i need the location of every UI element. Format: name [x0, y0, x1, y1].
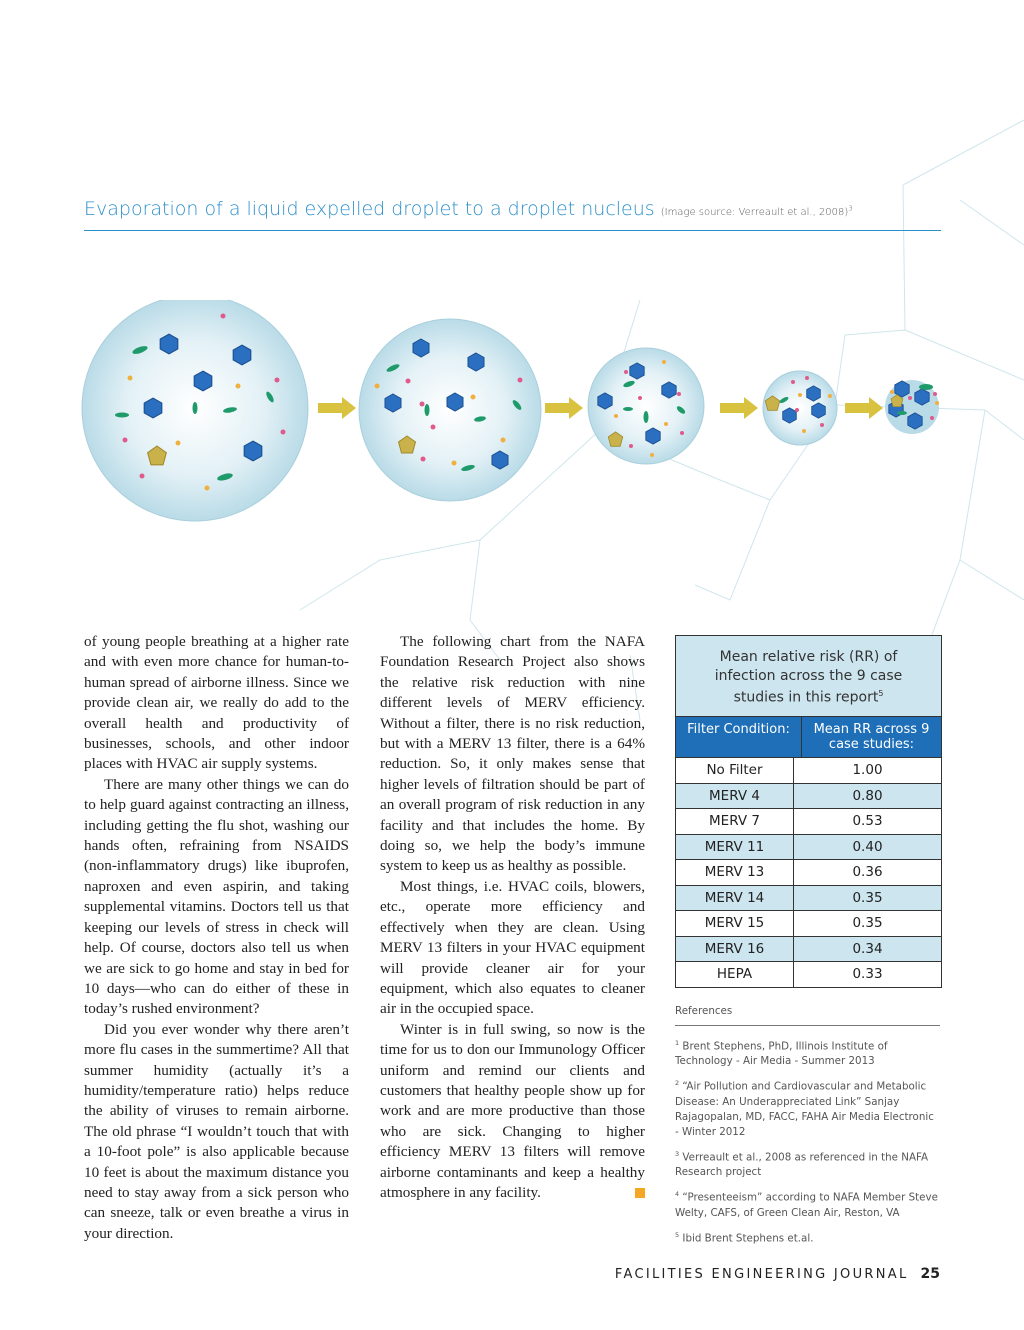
figure-caption-title: Evaporation of a liquid expelled droplet to a droplet nucleus	[84, 198, 655, 220]
table-row	[676, 835, 941, 861]
table-row	[676, 809, 941, 835]
table-row	[676, 937, 941, 963]
figure-source-text: (Image source: Verreault et al., 2008)	[660, 207, 849, 218]
paragraph: Did you ever wonder why there aren’t more flu cases in the summertime? All that summer humidity (actually it’s a humidity/temperature ratio) helps reduce the ability of viruses to remain airborne. The old phrase “I wouldn’t touch that with a 10-foot pole” is also applicable because 10 feet is about the maximum distance you need to stay away from a sick person who can sneeze, talk or even breathe a virus in your direction.	[84, 1020, 349, 1242]
reference-item	[675, 1036, 940, 1069]
filter-cell: HEPA	[676, 962, 794, 987]
rr-cell: 0.53	[852, 813, 883, 830]
references-heading: References	[675, 1004, 940, 1026]
rr-cell: 0.80	[852, 787, 883, 804]
page-footer	[615, 1266, 940, 1282]
paragraph-with-end-mark	[380, 1020, 645, 1204]
rr-cell: 1.00	[852, 762, 883, 779]
filter-cell: No Filter	[676, 758, 794, 783]
filter-cell: MERV 15	[676, 911, 794, 936]
figure-caption	[84, 198, 940, 220]
caption-divider	[84, 230, 941, 231]
filter-cell: MERV 13	[676, 860, 794, 885]
droplet-stage-2	[359, 319, 541, 501]
rr-cell: 0.33	[852, 966, 883, 983]
paragraph: There are many other things we can do to help guard against contracting an illness, including getting the flu shot, washing our hands often, refraining from NSAIDS (non-inflammatory drugs) like ibuprofen, naproxen and even aspirin, and taking supplemental vitamins. Doctors tell us that keeping our levels of stress in check will help. Of course, doctors also tell us when we are sick to go home and stay in bed for 10 days—who can do either of these in today’s rushed environment?	[84, 775, 349, 1018]
filter-cell: MERV 7	[676, 809, 794, 834]
header-mean-rr: Mean RR across 9 case studies:	[813, 722, 930, 753]
table-header-row	[676, 717, 941, 758]
reference-text: “Presenteeism” according to NAFA Member Steve Welty, CAFS, of Green Clean Air, Reston, VA	[675, 1191, 938, 1219]
table-row	[676, 758, 941, 784]
table-row	[676, 784, 941, 810]
table-row	[676, 886, 941, 912]
paragraph: Most things, i.e. HVAC coils, blowers, etc., operate more efficiency and effectively when they are clean. Using MERV 13 filters in your HVAC equipment will provide cleaner air for your equipment, which also equates to cleaner air in the occupied space.	[380, 877, 645, 1018]
paragraph-text: Winter is in full swing, so now is the time for us to don our Immunology Officer uniform and remind our clients and customers that healthy people show up for work and are more productive than those who are sick. Changing to higher efficiency MERV 13 filters will remove airborne contaminants and keep a healthy atmosphere in any facility.	[380, 1020, 645, 1201]
reference-number: 5	[675, 1230, 680, 1239]
filter-cell: MERV 16	[676, 937, 794, 962]
filter-cell: MERV 4	[676, 784, 794, 809]
droplet-evaporation-illustration	[80, 300, 950, 530]
reference-item	[675, 1187, 940, 1220]
table-title-text: Mean relative risk (RR) of infection across the 9 case studies in this report	[714, 649, 903, 706]
journal-name: FACILITIES ENGINEERING JOURNAL	[614, 1267, 909, 1282]
relative-risk-table	[675, 635, 942, 988]
paragraph: of young people breathing at a higher rate and with even more chance for human-to-human spread of airborne illness. Since we provide clean air, we really do add to the overall health and productivity of businesses, schools, and other indoor places with HVAC air supply systems.	[84, 633, 349, 773]
reference-item	[675, 1076, 940, 1139]
paragraph: The following chart from the NAFA Foundation Research Project also shows the relative risk reduction with nine different levels of MERV efficiency. Without a filter, there is no risk reduction, but with a MERV 13 filter, there is a 64% reduction. So, it only makes sense that higher levels of filtration should be part of an overall program of risk reduction in any facility and that includes the home. By doing so, we help the body’s immune system to keep us as healthy as possible.	[380, 633, 645, 875]
references-section	[675, 1004, 940, 1253]
arrow-3	[720, 397, 758, 419]
droplet-stage-4	[763, 371, 837, 445]
figure-caption-source	[660, 204, 853, 218]
reference-number: 1	[675, 1039, 680, 1047]
rr-cell: 0.35	[852, 889, 883, 906]
reference-text: Brent Stephens, PhD, Illinois Institute of Technology - Air Media - Summer 2013	[675, 1040, 888, 1068]
table-title-ref: 5	[878, 689, 884, 698]
droplet-stage-3	[588, 348, 704, 464]
page-number: 25	[920, 1266, 940, 1282]
reference-number: 3	[675, 1149, 680, 1158]
table-row	[676, 962, 941, 987]
header-filter-condition: Filter Condition:	[676, 717, 802, 757]
reference-number: 4	[675, 1190, 680, 1199]
filter-cell: MERV 14	[676, 886, 794, 911]
article-column-1	[84, 632, 349, 1244]
droplet-stage-1	[82, 300, 308, 521]
table-row	[676, 911, 941, 937]
rr-cell: 0.36	[852, 864, 883, 881]
table-title	[676, 636, 941, 717]
article-column-2	[380, 632, 645, 1203]
reference-text: Ibid Brent Stephens et.al.	[682, 1232, 814, 1245]
reference-item	[675, 1147, 940, 1180]
reference-text: Verreault et al., 2008 as referenced in the NAFA Research project	[675, 1151, 929, 1179]
reference-item	[675, 1228, 940, 1246]
reference-number: 2	[675, 1079, 680, 1088]
arrow-4	[845, 397, 883, 419]
end-of-article-mark	[635, 1188, 645, 1198]
filter-cell: MERV 11	[676, 835, 794, 860]
figure-source-ref: 3	[848, 204, 853, 213]
arrow-1	[318, 397, 356, 419]
reference-text: “Air Pollution and Cardiovascular and Metabolic Disease: An Underappreciated Link” Sanjay Rajagopalan, MD, FACC, FAHA Air Media Electronic - Winter 2012	[675, 1080, 934, 1138]
rr-cell: 0.35	[852, 915, 883, 932]
arrow-2	[545, 397, 583, 419]
droplet-nucleus	[885, 380, 939, 434]
rr-cell: 0.34	[852, 940, 883, 957]
table-row	[676, 860, 941, 886]
rr-cell: 0.40	[852, 838, 883, 855]
